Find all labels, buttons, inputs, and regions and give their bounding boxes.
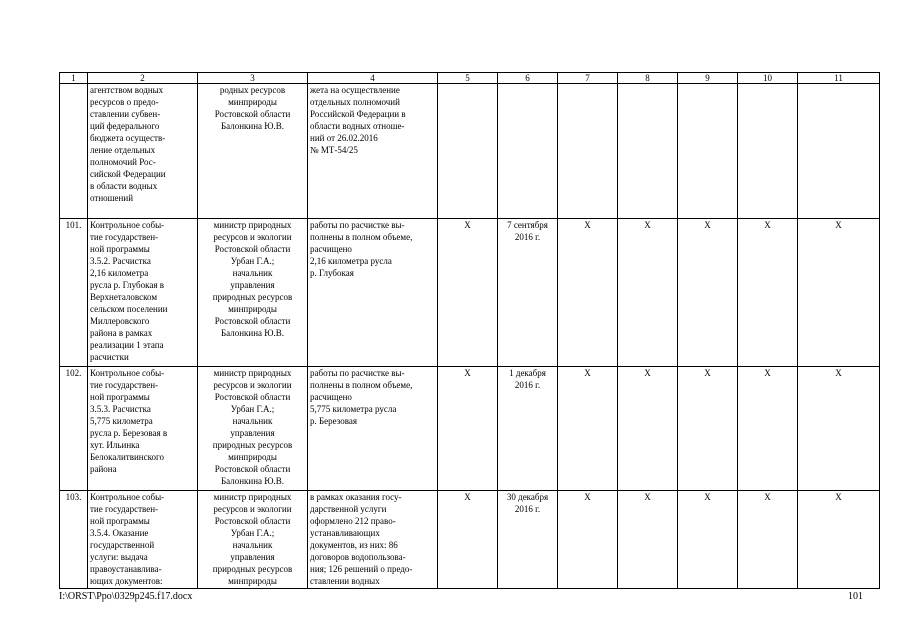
col-header-9: 9 — [678, 73, 738, 84]
responsible-cell: родных ресурсов минприроды Ростовской области Балонкина Ю.В. — [198, 84, 308, 219]
col-header-6: 6 — [498, 73, 558, 84]
col9-cell: X — [678, 491, 738, 589]
col-header-7: 7 — [558, 73, 618, 84]
table-row — [60, 219, 880, 367]
col-header-4: 4 — [308, 73, 438, 84]
date-cell — [498, 84, 558, 219]
col5-cell: X — [438, 367, 498, 491]
row-number: 103. — [60, 491, 88, 589]
row-number: 102. — [60, 367, 88, 491]
col5-cell: X — [438, 219, 498, 367]
table-row — [60, 491, 880, 589]
date-cell: 7 сентября 2016 г. — [498, 219, 558, 367]
col-header-1: 1 — [60, 73, 88, 84]
page-number: 101 — [848, 591, 863, 602]
col10-cell — [738, 84, 798, 219]
col5-cell: X — [438, 491, 498, 589]
col10-cell: X — [738, 367, 798, 491]
col-header-3: 3 — [198, 73, 308, 84]
row-number — [60, 84, 88, 219]
col8-cell — [618, 84, 678, 219]
row-number: 101. — [60, 219, 88, 367]
responsible-cell: министр природных ресурсов и экологии Ростовской области Урбан Г.А.; начальник управления природных ресурсов минприроды — [198, 491, 308, 589]
col7-cell — [558, 84, 618, 219]
event-cell: агентством водных ресурсов о предо- ставлении субвен- ций федерального бюджета осуществ- ление отдельных полномочий Рос- сийской Федерации в области водных отношений — [88, 84, 198, 219]
column-number-row — [60, 73, 880, 84]
col11-cell — [798, 84, 880, 219]
date-cell: 30 декабря 2016 г. — [498, 491, 558, 589]
col10-cell: X — [738, 219, 798, 367]
report-table — [59, 72, 880, 589]
col9-cell: X — [678, 367, 738, 491]
result-cell: работы по расчистке вы- полнены в полном объеме, расчищено 2,16 километра русла р. Глубокая — [308, 219, 438, 367]
responsible-cell: министр природных ресурсов и экологии Ростовской области Урбан Г.А.; начальник управления природных ресурсов минприроды Ростовской области Балонкина Ю.В. — [198, 219, 308, 367]
col5-cell — [438, 84, 498, 219]
date-cell: 1 декабря 2016 г. — [498, 367, 558, 491]
event-cell: Контрольное собы- тие государствен- ной программы 3.5.3. Расчистка 5,775 километра русла р. Березовая в хут. Ильинка Белокалитвинского района — [88, 367, 198, 491]
col8-cell: X — [618, 367, 678, 491]
col11-cell: X — [798, 219, 880, 367]
result-cell: в рамках оказания госу- дарственной услуги оформлено 212 право- устанавливающих документов, из них: 86 договоров водопользова- ния; 126 решений о предо- ставлении водных — [308, 491, 438, 589]
result-cell: работы по расчистке вы- полнены в полном объеме, расчищено 5,775 километра русла р. Березовая — [308, 367, 438, 491]
col9-cell — [678, 84, 738, 219]
result-cell: жета на осуществление отдельных полномочий Российской Федерации в области водных отноше- ний от 26.02.2016 № МТ-54/25 — [308, 84, 438, 219]
col-header-10: 10 — [738, 73, 798, 84]
col7-cell: X — [558, 491, 618, 589]
col-header-5: 5 — [438, 73, 498, 84]
event-cell: Контрольное собы- тие государствен- ной программы 3.5.2. Расчистка 2,16 километра русла р. Глубокая в Верхнеталовском сельском поселении Миллеровского района в рамках реализации 1 этапа расчистки — [88, 219, 198, 367]
table-row — [60, 84, 880, 219]
event-cell: Контрольное собы- тие государствен- ной программы 3.5.4. Оказание государственной услуги: выдача правоустанавлива- ющих документов: — [88, 491, 198, 589]
col9-cell: X — [678, 219, 738, 367]
col8-cell: X — [618, 219, 678, 367]
responsible-cell: министр природных ресурсов и экологии Ростовской области Урбан Г.А.; начальник управления природных ресурсов минприроды Ростовской области Балонкина Ю.В. — [198, 367, 308, 491]
file-path-footer: I:\ORST\Ppo\0329p245.f17.docx — [59, 591, 193, 602]
col8-cell: X — [618, 491, 678, 589]
col11-cell: X — [798, 491, 880, 589]
col11-cell: X — [798, 367, 880, 491]
col10-cell: X — [738, 491, 798, 589]
table-row — [60, 367, 880, 491]
col-header-8: 8 — [618, 73, 678, 84]
col7-cell: X — [558, 219, 618, 367]
col7-cell: X — [558, 367, 618, 491]
col-header-2: 2 — [88, 73, 198, 84]
col-header-11: 11 — [798, 73, 880, 84]
